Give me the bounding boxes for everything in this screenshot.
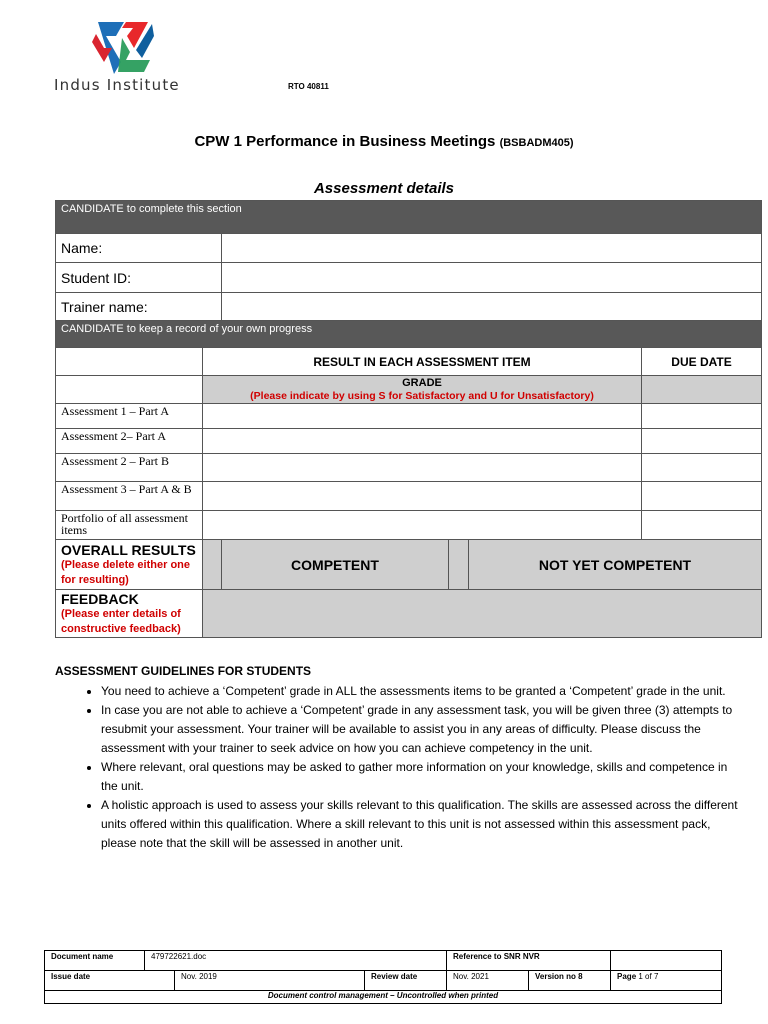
- trainer-name-field[interactable]: [222, 293, 762, 321]
- title-main: CPW 1 Performance in Business Meetings: [194, 133, 496, 150]
- guideline-item: • In case you are not able to achieve a ‘Competent’ grade in any assessment task, you will be given three (3) attempts to resubmit your assessment. Your trainer will be available to assist you in any areas of difficulty. Please discuss the assessment with your trainer to seek advice on how you can achieve competency in the unit.: [101, 701, 741, 758]
- due-date-column-header: DUE DATE: [642, 348, 762, 376]
- doc-name-label: Document name: [45, 951, 145, 971]
- issue-date-value: Nov. 2019: [175, 971, 365, 991]
- assessment-item-label: Assessment 1 – Part A: [56, 404, 203, 429]
- guidelines-list: [82, 682, 741, 853]
- review-date-value: Nov. 2021: [447, 971, 529, 991]
- overall-spacer-cell: [449, 540, 469, 590]
- guideline-item: • You need to achieve a ‘Competent’ grade in ALL the assessments items to be granted a ‘Competent’ grade in the unit.: [101, 682, 741, 701]
- guidelines-title: ASSESSMENT GUIDELINES FOR STUDENTS: [55, 664, 312, 678]
- document-control-footer: [44, 950, 722, 1004]
- document-title: [0, 133, 768, 150]
- assessment-due-date-field[interactable]: [642, 404, 762, 429]
- review-date-label: Review date: [365, 971, 447, 991]
- assessment-item-label: Assessment 3 – Part A & B: [56, 482, 203, 511]
- feedback-label: FEEDBACK: [61, 590, 139, 607]
- grade-instruction: (Please indicate by using S for Satisfactory and U for Unsatisfactory): [250, 389, 594, 402]
- page-value: 1 of 7: [638, 972, 659, 981]
- assessment-due-date-field[interactable]: [642, 482, 762, 511]
- assessment-item-label: Assessment 2 – Part B: [56, 454, 203, 482]
- due-date-grey-cell: [642, 376, 762, 404]
- reference-label: Reference to SNR NVR: [447, 951, 611, 971]
- candidate-section-header: CANDIDATE to complete this section: [56, 201, 762, 234]
- overall-results-label: OVERALL RESULTS: [61, 541, 196, 558]
- overall-results-note: (Please delete either one for resulting): [61, 558, 190, 586]
- result-column-header: RESULT IN EACH ASSESSMENT ITEM: [203, 348, 642, 376]
- name-field[interactable]: [222, 234, 762, 263]
- assessment-grade-field[interactable]: [203, 482, 642, 511]
- reference-value: [611, 951, 722, 971]
- blank-grade-cell: [56, 376, 203, 404]
- assessment-details-table: [55, 200, 762, 638]
- page-label: Page: [617, 972, 637, 981]
- page-indicator: [611, 971, 722, 991]
- assessment-grade-field[interactable]: [203, 429, 642, 454]
- rto-number: RTO 40811: [288, 82, 329, 91]
- competent-option[interactable]: COMPETENT: [222, 540, 449, 590]
- progress-section-header: CANDIDATE to keep a record of your own progress: [56, 321, 762, 348]
- name-label: Name:: [56, 234, 222, 263]
- assessment-due-date-field[interactable]: [642, 511, 762, 540]
- assessment-grade-field[interactable]: [203, 511, 642, 540]
- title-unit-code: (BSBADM405): [499, 137, 574, 149]
- grade-header: [203, 376, 642, 404]
- indus-institute-logo: [86, 14, 156, 78]
- assessment-grade-field[interactable]: [203, 404, 642, 429]
- guideline-item: • A holistic approach is used to assess your skills relevant to this qualification. The skills are assessed across the different units offered within this qualification. Where a skill relevant to this unit is not assessed within this assessment pack, please note that the skill will be assessed in another unit.: [101, 796, 741, 853]
- version-number: Version no 8: [529, 971, 611, 991]
- overall-spacer-cell: [203, 540, 222, 590]
- assessment-item-label: Portfolio of all assessment items: [56, 511, 203, 540]
- guideline-item: • Where relevant, oral questions may be asked to gather more information on your knowledge, skills and competence in the unit.: [101, 758, 741, 796]
- trainer-name-label: Trainer name:: [56, 293, 222, 321]
- assessment-due-date-field[interactable]: [642, 454, 762, 482]
- student-id-label: Student ID:: [56, 263, 222, 293]
- feedback-cell: [56, 590, 203, 638]
- org-name: Indus Institute: [54, 76, 180, 94]
- blank-header-cell: [56, 348, 203, 376]
- student-id-field[interactable]: [222, 263, 762, 293]
- doc-name-value: 479722621.doc: [145, 951, 447, 971]
- section-heading: Assessment details: [313, 180, 455, 197]
- not-yet-competent-option[interactable]: NOT YET COMPETENT: [469, 540, 762, 590]
- assessment-grade-field[interactable]: [203, 454, 642, 482]
- feedback-field[interactable]: [203, 590, 762, 638]
- assessment-due-date-field[interactable]: [642, 429, 762, 454]
- grade-label: GRADE: [402, 376, 442, 389]
- overall-results-cell: [56, 540, 203, 590]
- assessment-item-label: Assessment 2– Part A: [56, 429, 203, 454]
- issue-date-label: Issue date: [45, 971, 175, 991]
- feedback-note: (Please enter details of constructive feedback): [61, 607, 181, 635]
- control-notice: Document control management – Uncontrolled when printed: [45, 991, 722, 1004]
